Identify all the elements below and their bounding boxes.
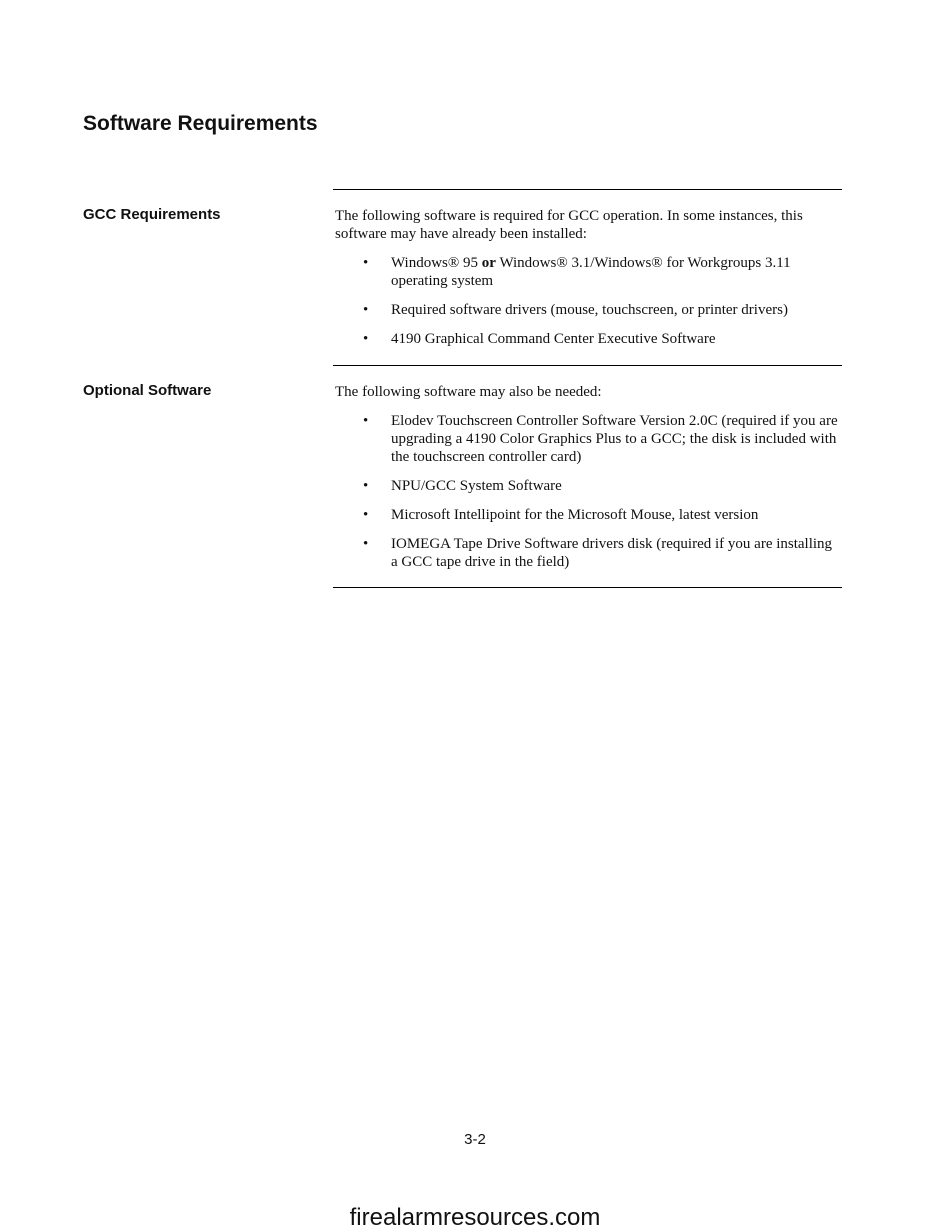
section-intro: The following software may also be needed: xyxy=(335,384,602,400)
section-heading-optional-software: Optional Software xyxy=(83,382,212,399)
list-item xyxy=(335,506,840,524)
footer-website: firealarmresources.com xyxy=(349,1204,601,1231)
bullet-icon: • xyxy=(363,536,369,552)
page-number: 3-2 xyxy=(464,1131,486,1148)
list-item-text-end: Windows® 3.1/Windows® for Workgroups 3.11 operating system xyxy=(391,255,791,289)
list-item xyxy=(335,477,840,495)
list-item xyxy=(335,301,840,319)
bullet-icon: • xyxy=(363,507,369,523)
section-body-optional-software xyxy=(335,383,840,582)
list-item-text: NPU/GCC System Software xyxy=(391,478,562,494)
list-item xyxy=(335,412,840,466)
requirements-list xyxy=(335,254,840,348)
bullet-icon: • xyxy=(363,302,369,318)
bullet-icon: • xyxy=(363,478,369,494)
section-intro: The following software is required for GCC operation. In some instances, this software may have already been installed: xyxy=(335,208,803,242)
list-item-text: 4190 Graphical Command Center Executive Software xyxy=(391,331,716,347)
section-divider-middle xyxy=(333,365,842,366)
list-item-text: Elodev Touchscreen Controller Software Version 2.0C (required if you are upgrading a 4190 Color Graphics Plus to a GCC; the disk is included with the touchscreen controller card) xyxy=(391,413,838,465)
page-title: Software Requirements xyxy=(83,112,318,135)
list-item-text: Microsoft Intellipoint for the Microsoft Mouse, latest version xyxy=(391,507,759,523)
list-item-text: Required software drivers (mouse, touchscreen, or printer drivers) xyxy=(391,302,788,318)
list-item xyxy=(335,254,840,290)
section-divider-top xyxy=(333,189,842,190)
bullet-icon: • xyxy=(363,331,369,347)
section-body-gcc-requirements xyxy=(335,207,840,359)
list-item xyxy=(335,535,840,571)
bullet-icon: • xyxy=(363,413,369,429)
list-item-text: IOMEGA Tape Drive Software drivers disk (required if you are installing a GCC tape drive in the field) xyxy=(391,536,833,570)
list-item-emphasis: or xyxy=(481,255,496,271)
list-item xyxy=(335,330,840,348)
bullet-icon: • xyxy=(363,255,369,271)
section-divider-bottom xyxy=(333,587,842,588)
optional-software-list xyxy=(335,412,840,571)
list-item-text-start: Windows® 95 xyxy=(391,255,482,271)
section-heading-gcc-requirements: GCC Requirements xyxy=(83,206,221,223)
